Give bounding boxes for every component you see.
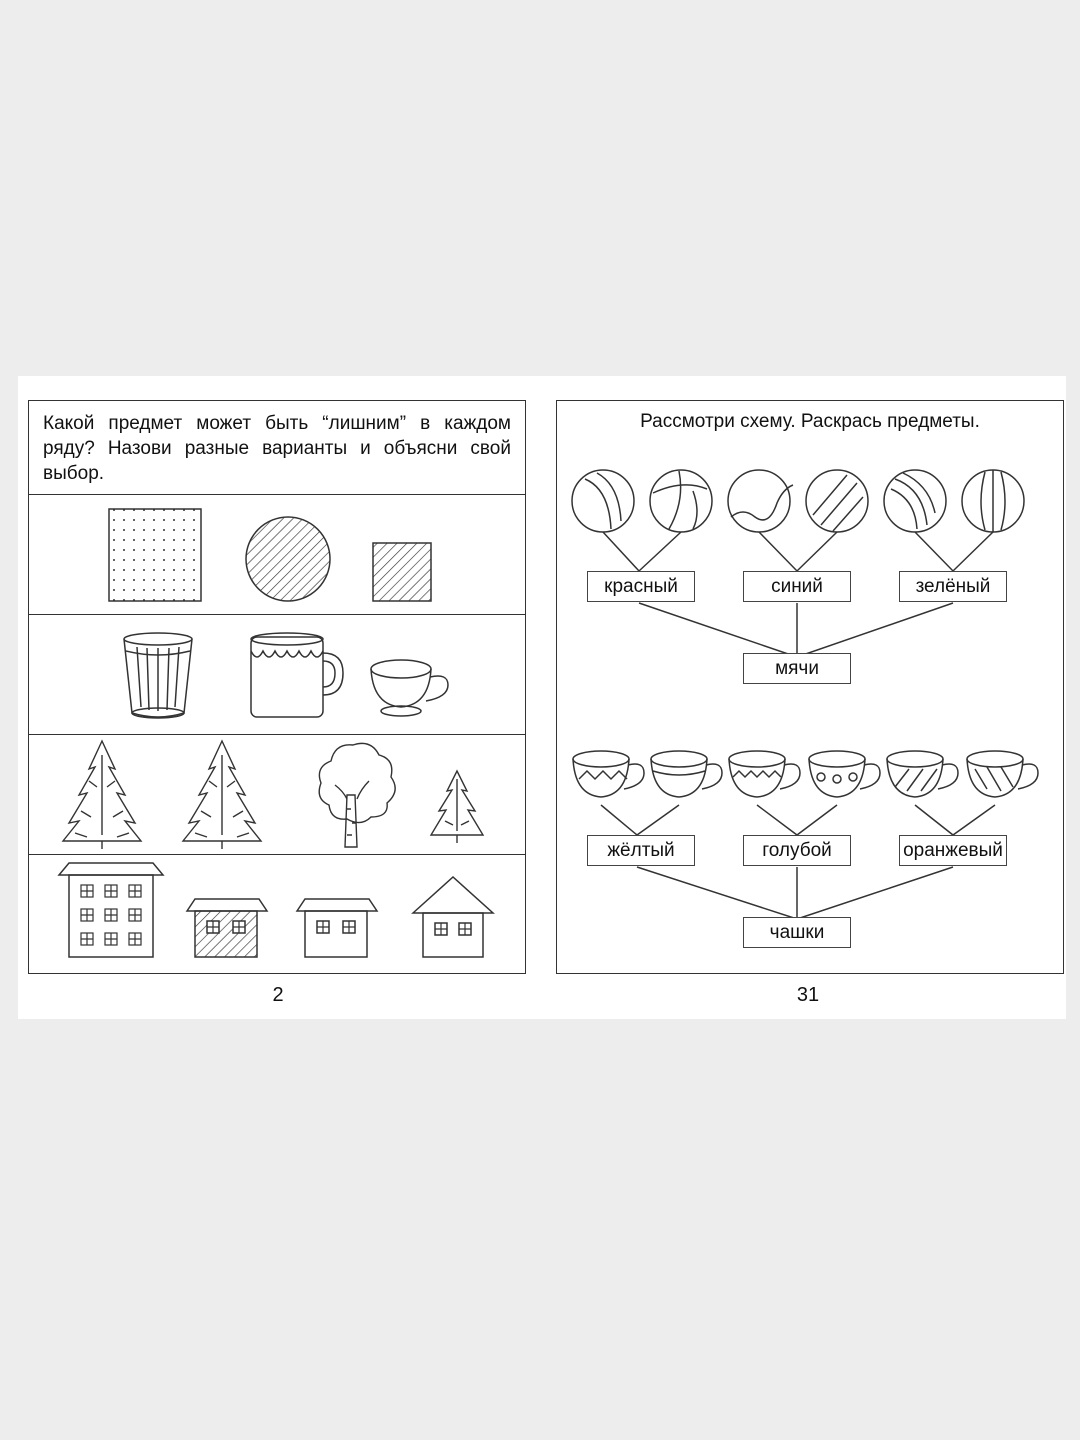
cup-icon (887, 751, 958, 797)
color-label-blue: синий (743, 571, 851, 602)
connector-line (637, 867, 797, 919)
cup-icon (573, 751, 644, 797)
connector-line (601, 805, 679, 835)
dotted-square-icon (109, 509, 201, 601)
color-label-yellow: жёлтый (587, 835, 695, 866)
right-instruction: Рассмотри схему. Раскрась предметы. (640, 411, 980, 432)
right-page (556, 400, 1064, 974)
hatched-circle-icon (246, 517, 330, 601)
connector-line (797, 603, 953, 657)
trees-row (29, 735, 525, 853)
ball-icon (884, 470, 946, 532)
fir-tree-icon (63, 741, 141, 849)
hatched-house-icon (187, 899, 267, 957)
dishes-row (29, 615, 525, 733)
connector-line (759, 532, 837, 571)
cup-icon (809, 751, 880, 797)
connector-line (639, 603, 797, 657)
glass-icon (124, 633, 192, 718)
connector-line (915, 532, 993, 571)
color-label-red: красный (587, 571, 695, 602)
ball-icon (650, 470, 712, 532)
ball-icon (806, 470, 868, 532)
shapes-row (29, 495, 525, 613)
hatched-small-square-icon (373, 543, 431, 601)
ball-icon (728, 470, 793, 532)
teacup-icon (371, 660, 448, 716)
connector-line (797, 867, 953, 919)
birch-tree-icon (319, 743, 395, 847)
category-label-balls: мячи (743, 653, 851, 684)
color-label-green: зелёный (899, 571, 1007, 602)
color-label-lightblue: голубой (743, 835, 851, 866)
connector-line (915, 805, 995, 835)
page-number-left: 2 (272, 984, 284, 1006)
ball-icon (962, 470, 1024, 532)
tall-building-icon (59, 863, 163, 957)
small-fir-tree-icon (431, 771, 483, 843)
cup-icon (651, 751, 722, 797)
connector-line (757, 805, 837, 835)
flat-roof-house-icon (297, 899, 377, 957)
category-label-cups: чашки (743, 917, 851, 948)
mug-icon (251, 633, 343, 717)
houses-row (29, 855, 525, 973)
left-page (28, 400, 526, 974)
color-label-orange: оранжевый (899, 835, 1007, 866)
fir-tree-icon (183, 741, 261, 849)
left-instruction: Какой предмет может быть “лишним” в каждом ряду? Назови разные варианты и объясни свой выбор. (43, 413, 511, 484)
cup-icon (729, 751, 800, 797)
connector-line (603, 532, 681, 571)
ball-icon (572, 470, 634, 532)
gable-roof-house-icon (413, 877, 493, 957)
cup-icon (967, 751, 1038, 797)
book-spread (18, 376, 1066, 1019)
page-number-right: 31 (796, 984, 820, 1006)
